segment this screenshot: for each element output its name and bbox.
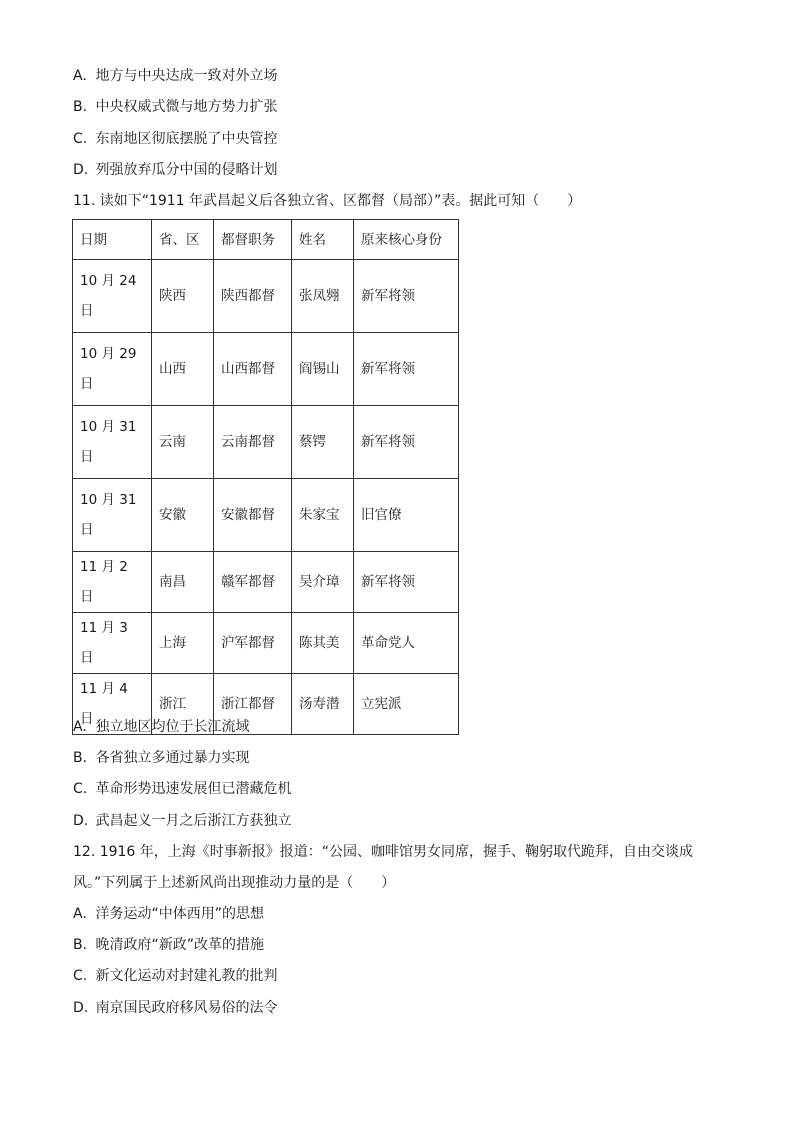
cell-province: 陕西 xyxy=(152,260,214,333)
header-post: 都督职务 xyxy=(214,220,292,260)
cell-name: 吴介璋 xyxy=(292,552,354,613)
cell-post: 安徽都督 xyxy=(214,479,292,552)
cell-name: 蔡锷 xyxy=(292,406,354,479)
cell-identity: 新军将领 xyxy=(354,552,459,613)
cell-identity: 新军将领 xyxy=(354,333,459,406)
option-text: 列强放弃瓜分中国的侵略计划 xyxy=(95,162,278,178)
option-letter: A. xyxy=(73,906,87,922)
header-identity: 原来核心身份 xyxy=(354,220,459,260)
cell-province: 山西 xyxy=(152,333,214,406)
option-letter: C. xyxy=(73,131,88,147)
table-header-row xyxy=(73,220,459,260)
q11-option-a xyxy=(73,717,249,737)
option-letter: C. xyxy=(73,968,88,984)
cell-province: 云南 xyxy=(152,406,214,479)
option-letter: B. xyxy=(73,937,88,953)
q12-option-d xyxy=(73,998,277,1018)
cell-post: 赣军都督 xyxy=(214,552,292,613)
cell-date: 11 月 2 日 xyxy=(73,552,152,613)
option-text: 南京国民政府移风易俗的法令 xyxy=(95,1000,278,1016)
option-text: 地方与中央达成一致对外立场 xyxy=(95,68,278,84)
table-row xyxy=(73,613,459,674)
q12-stem-line-2: 风。”下列属于上述新风尚出现推动力量的是（ ） xyxy=(73,875,396,891)
option-text: 晚清政府“新政”改革的措施 xyxy=(95,937,264,953)
cell-date: 11 月 3 日 xyxy=(73,613,152,674)
header-province: 省、区 xyxy=(152,220,214,260)
option-text: 洋务运动“中体西用”的思想 xyxy=(95,906,264,922)
header-name: 姓名 xyxy=(292,220,354,260)
option-letter: D. xyxy=(73,1000,89,1016)
cell-name: 阎锡山 xyxy=(292,333,354,406)
option-letter: B. xyxy=(73,99,88,115)
cell-post: 浙江都督 xyxy=(214,674,292,735)
option-text: 各省独立多通过暴力实现 xyxy=(95,750,250,766)
cell-name: 陈其美 xyxy=(292,613,354,674)
option-letter: D. xyxy=(73,162,89,178)
cell-identity: 革命党人 xyxy=(354,613,459,674)
cell-date: 10 月 29 日 xyxy=(80,346,137,392)
option-text: 新文化运动对封建礼教的批判 xyxy=(95,968,278,984)
governor-table xyxy=(72,219,459,735)
cell-identity: 立宪派 xyxy=(354,674,459,735)
cell-province: 安徽 xyxy=(152,479,214,552)
cell-province: 上海 xyxy=(152,613,214,674)
q12-option-c xyxy=(73,966,277,986)
cell-post: 云南都督 xyxy=(214,406,292,479)
cell-identity: 新军将领 xyxy=(354,406,459,479)
q10-option-b xyxy=(73,97,277,117)
table-row xyxy=(73,552,459,613)
q11-option-d xyxy=(73,811,291,831)
q11-option-c xyxy=(73,779,291,799)
cell-post: 沪军都督 xyxy=(214,613,292,674)
cell-name: 朱家宝 xyxy=(292,479,354,552)
option-letter: B. xyxy=(73,750,88,766)
q11-option-b xyxy=(73,748,249,768)
option-letter: A. xyxy=(73,68,87,84)
table-row xyxy=(73,479,459,552)
option-letter: C. xyxy=(73,781,88,797)
table-row xyxy=(73,406,459,479)
cell-date: 10 月 31 日 xyxy=(80,419,137,465)
q12-option-a xyxy=(73,904,264,924)
cell-province: 南昌 xyxy=(152,552,214,613)
option-letter: A. xyxy=(73,719,87,735)
q10-option-a xyxy=(73,66,277,86)
table-row xyxy=(73,260,459,333)
header-date: 日期 xyxy=(73,220,152,260)
cell-identity: 旧官僚 xyxy=(354,479,459,552)
cell-date: 11 月 4 日 xyxy=(73,674,152,735)
cell-name: 张凤翙 xyxy=(292,260,354,333)
cell-date: 10 月 31 日 xyxy=(80,492,137,538)
option-text: 东南地区彻底摆脱了中央管控 xyxy=(95,131,278,147)
option-text: 独立地区均位于长江流域 xyxy=(95,719,250,735)
q10-option-c xyxy=(73,129,277,149)
q10-option-d xyxy=(73,160,277,180)
table-row xyxy=(73,333,459,406)
option-text: 革命形势迅速发展但已潜藏危机 xyxy=(95,781,292,797)
cell-date: 10 月 24 日 xyxy=(80,273,137,319)
q12-option-b xyxy=(73,935,264,955)
option-text: 中央权威式微与地方势力扩张 xyxy=(95,99,278,115)
cell-name: 汤寿潜 xyxy=(292,674,354,735)
option-text: 武昌起义一月之后浙江方获独立 xyxy=(95,813,292,829)
cell-province: 浙江 xyxy=(152,674,214,735)
cell-identity: 新军将领 xyxy=(354,260,459,333)
cell-post: 陕西都督 xyxy=(214,260,292,333)
q12-stem-line-1: 12. 1916 年，上海《时事新报》报道：“公园、咖啡馆男女同席，握手、鞠躬取代跪拜，自由交谈成 xyxy=(73,844,694,860)
cell-post: 山西都督 xyxy=(214,333,292,406)
option-letter: D. xyxy=(73,813,89,829)
q11-stem: 11. 读如下“1911 年武昌起义后各独立省、区都督（局部）”表。据此可知（ ） xyxy=(73,193,582,209)
